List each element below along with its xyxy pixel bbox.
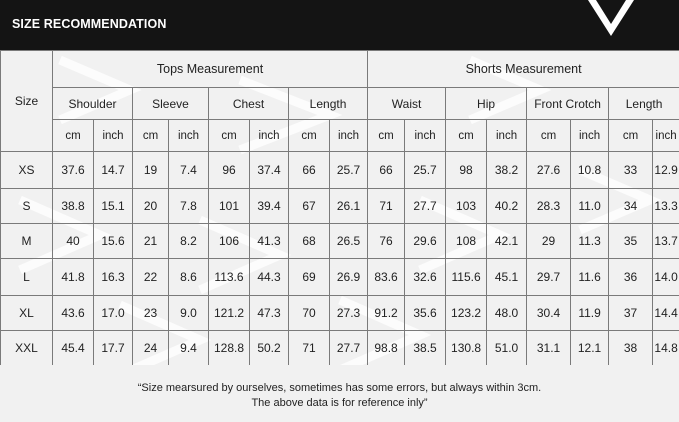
measurement-cell: 41.3 (250, 224, 289, 259)
table-row (1, 189, 679, 224)
measurement-cell: 36 (609, 259, 653, 296)
measurement-cell: 48.0 (487, 296, 527, 331)
measurement-cell: 26.9 (330, 259, 368, 296)
measurement-cell: 9.4 (169, 331, 209, 366)
unit-cm-header: cm (446, 120, 487, 152)
measurement-cell: 29 (527, 224, 571, 259)
measurement-cell: 17.0 (94, 296, 133, 331)
measurement-cell: 12.9 (653, 152, 679, 189)
size-table (0, 50, 679, 365)
measurement-cell: 25.7 (330, 152, 368, 189)
measurement-cell: 121.2 (209, 296, 250, 331)
measurement-cell: 66 (289, 152, 330, 189)
measurement-cell: 130.8 (446, 331, 487, 366)
measurement-cell: 29.6 (405, 224, 446, 259)
unit-inch-header: inch (405, 120, 446, 152)
measurement-cell: 91.2 (368, 296, 405, 331)
unit-inch-header: inch (169, 120, 209, 152)
unit-inch-header: inch (94, 120, 133, 152)
measurement-cell: 15.6 (94, 224, 133, 259)
measurement-cell: 66 (368, 152, 405, 189)
measurement-cell: 106 (209, 224, 250, 259)
table-row (1, 152, 679, 189)
unit-cm-header: cm (133, 120, 169, 152)
measurement-cell: 128.8 (209, 331, 250, 366)
unit-cm-header: cm (527, 120, 571, 152)
measurement-cell: 41.8 (53, 259, 94, 296)
shorts-length-header: Length (609, 88, 679, 120)
measurement-cell: 38.2 (487, 152, 527, 189)
measurement-cell: 8.2 (169, 224, 209, 259)
measurement-cell: 26.5 (330, 224, 368, 259)
measurement-cell: 98.8 (368, 331, 405, 366)
footer-note-line-2: The above data is for reference inly” (251, 397, 428, 409)
unit-inch-header: inch (571, 120, 609, 152)
measurement-cell: 43.6 (53, 296, 94, 331)
measurement-cell: 33 (609, 152, 653, 189)
measurement-cell: 123.2 (446, 296, 487, 331)
measurement-cell: 35.6 (405, 296, 446, 331)
measurement-cell: 38.5 (405, 331, 446, 366)
measurement-cell: 11.9 (571, 296, 609, 331)
measurement-cell: 8.6 (169, 259, 209, 296)
measurement-cell: 115.6 (446, 259, 487, 296)
measurement-cell: 26.1 (330, 189, 368, 224)
measurement-cell: 20 (133, 189, 169, 224)
measurement-cell: 37.6 (53, 152, 94, 189)
measurement-cell: 101 (209, 189, 250, 224)
measurement-cell: 27.3 (330, 296, 368, 331)
measurement-cell: 17.7 (94, 331, 133, 366)
unit-inch-header: inch (330, 120, 368, 152)
measurement-cell: 35 (609, 224, 653, 259)
measurement-cell: 103 (446, 189, 487, 224)
measurement-cell: 50.2 (250, 331, 289, 366)
measurement-cell: 27.6 (527, 152, 571, 189)
header-bar (0, 0, 679, 50)
measurement-cell: 98 (446, 152, 487, 189)
measurement-cell: 13.7 (653, 224, 679, 259)
measurement-cell: 23 (133, 296, 169, 331)
page-title: SIZE RECOMMENDATION (12, 17, 167, 31)
measurement-cell: 42.1 (487, 224, 527, 259)
size-cell: L (1, 259, 53, 296)
measurement-cell: 27.7 (330, 331, 368, 366)
unit-cm-header: cm (53, 120, 94, 152)
front-crotch-header: Front Crotch (527, 88, 609, 120)
measurement-cell: 22 (133, 259, 169, 296)
measurement-cell: 29.7 (527, 259, 571, 296)
measurement-cell: 11.3 (571, 224, 609, 259)
footer-note (0, 365, 679, 422)
measurement-cell: 10.8 (571, 152, 609, 189)
measurement-cell: 38 (609, 331, 653, 366)
chest-header: Chest (209, 88, 289, 120)
measurement-cell: 12.1 (571, 331, 609, 366)
measurement-cell: 71 (368, 189, 405, 224)
tops-length-header: Length (289, 88, 368, 120)
unit-cm-header: cm (289, 120, 330, 152)
measurement-cell: 70 (289, 296, 330, 331)
measurement-cell: 96 (209, 152, 250, 189)
measurement-cell: 14.7 (94, 152, 133, 189)
measurement-cell: 25.7 (405, 152, 446, 189)
size-cell: XS (1, 152, 53, 189)
measurement-cell: 16.3 (94, 259, 133, 296)
measurement-cell: 108 (446, 224, 487, 259)
measurement-cell: 24 (133, 331, 169, 366)
footer-note-line-1: “Size mearsured by ourselves, sometimes has some errors, but always within 3cm. (137, 382, 542, 394)
sleeve-header: Sleeve (133, 88, 209, 120)
unit-row (1, 120, 679, 152)
measurement-cell: 45.4 (53, 331, 94, 366)
hip-header: Hip (446, 88, 527, 120)
measurement-cell: 40 (53, 224, 94, 259)
measurement-cell: 14.8 (653, 331, 679, 366)
unit-cm-header: cm (209, 120, 250, 152)
measurement-cell: 31.1 (527, 331, 571, 366)
measurement-cell: 34 (609, 189, 653, 224)
size-cell: S (1, 189, 53, 224)
measurement-cell: 15.1 (94, 189, 133, 224)
measurement-cell: 44.3 (250, 259, 289, 296)
unit-inch-header: inch (250, 120, 289, 152)
table-row (1, 296, 679, 331)
size-cell: XL (1, 296, 53, 331)
measurement-cell: 14.0 (653, 259, 679, 296)
measurement-cell: 9.0 (169, 296, 209, 331)
measurement-cell: 19 (133, 152, 169, 189)
shoulder-header: Shoulder (53, 88, 133, 120)
size-chart-area (0, 50, 679, 365)
chevron-notch-icon (588, 0, 634, 36)
measurement-cell: 83.6 (368, 259, 405, 296)
measurement-cell: 69 (289, 259, 330, 296)
measurement-cell: 32.6 (405, 259, 446, 296)
table-row (1, 224, 679, 259)
shorts-measurement-header: Shorts Measurement (368, 51, 679, 88)
waist-header: Waist (368, 88, 446, 120)
measurement-cell: 11.6 (571, 259, 609, 296)
measurement-cell: 38.8 (53, 189, 94, 224)
table-row (1, 331, 679, 366)
size-rows (1, 152, 679, 366)
measurement-cell: 40.2 (487, 189, 527, 224)
measurement-cell: 37.4 (250, 152, 289, 189)
measurement-cell: 7.4 (169, 152, 209, 189)
size-header: Size (1, 51, 53, 152)
measurement-cell: 28.3 (527, 189, 571, 224)
measurement-cell: 27.7 (405, 189, 446, 224)
measurement-cell: 37 (609, 296, 653, 331)
measurement-cell: 39.4 (250, 189, 289, 224)
measurement-cell: 30.4 (527, 296, 571, 331)
measurement-cell: 7.8 (169, 189, 209, 224)
measurement-cell: 51.0 (487, 331, 527, 366)
unit-inch-header: inch (487, 120, 527, 152)
measurement-cell: 13.3 (653, 189, 679, 224)
unit-cm-header: cm (368, 120, 405, 152)
measurement-cell: 68 (289, 224, 330, 259)
measurement-cell: 11.0 (571, 189, 609, 224)
unit-cm-header: cm (609, 120, 653, 152)
measurement-cell: 47.3 (250, 296, 289, 331)
measurement-cell: 67 (289, 189, 330, 224)
measurement-cell: 76 (368, 224, 405, 259)
measurement-cell: 14.4 (653, 296, 679, 331)
size-cell: XXL (1, 331, 53, 366)
measurement-cell: 45.1 (487, 259, 527, 296)
measurement-cell: 113.6 (209, 259, 250, 296)
measurement-cell: 71 (289, 331, 330, 366)
measurement-cell: 21 (133, 224, 169, 259)
table-row (1, 259, 679, 296)
tops-measurement-header: Tops Measurement (53, 51, 368, 88)
size-cell: M (1, 224, 53, 259)
unit-inch-header: inch (653, 120, 679, 152)
